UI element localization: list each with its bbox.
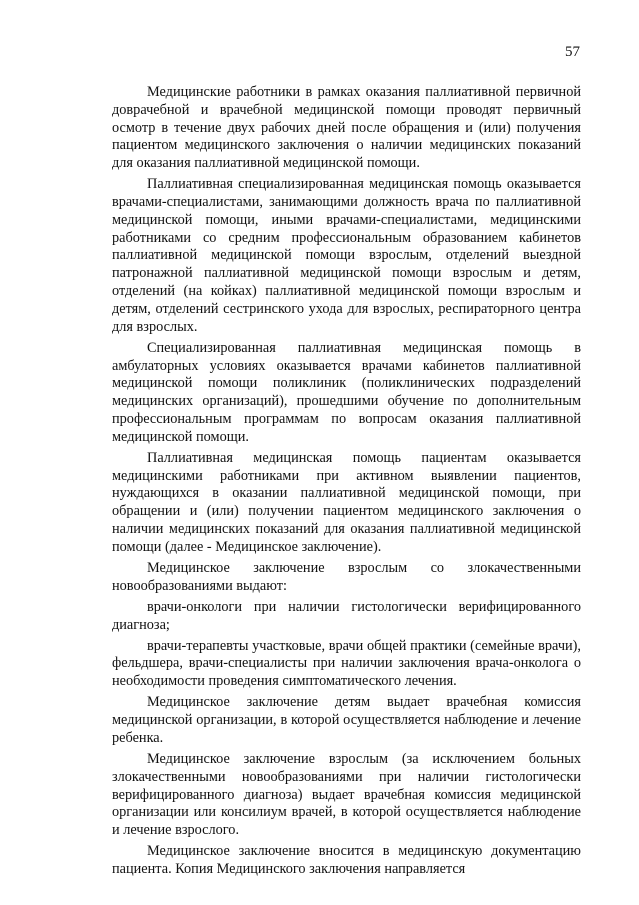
page-number: 57 xyxy=(565,44,580,60)
paragraph-adult-oncology-conclusion: Медицинское заключение взрослым со злокачественными новообразованиями выдают: xyxy=(112,559,581,594)
paragraph-outpatient-care: Специализированная паллиативная медицинская помощь в амбулаторных условиях оказывается врачами кабинетов паллиативной медицинской помощи поликлиник (поликлинических подразделений медицинских организаций), прошедшими обучение по дополнительным профессиональным программам по вопросам оказания паллиативной медицинской помощи. xyxy=(112,339,581,445)
paragraph-primary-exam: Медицинские работники в рамках оказания паллиативной первичной доврачебной и врачебной медицинской помощи проводят первичный осмотр в течение двух рабочих дней после обращения и (или) получения пациентом медицинского заключения о наличии медицинских показаний для оказания паллиативной медицинской помощи. xyxy=(112,84,581,172)
paragraph-adult-conclusion: Медицинское заключение взрослым (за исключением больных злокачественными новообразованиями при наличии гистологически верифицированного диагноза) выдает врачебная комиссия медицинской организации или консилиум врачей, в которой осуществляется наблюдение и лечение взрослого. xyxy=(112,751,581,839)
paragraph-children-conclusion: Медицинское заключение детям выдает врачебная комиссия медицинской организации, в которой осуществляется наблюдение и лечение ребенка. xyxy=(112,694,581,746)
paragraph-care-provision: Паллиативная медицинская помощь пациентам оказывается медицинскими работниками при активном выявлении пациентов, нуждающихся в оказании паллиативной медицинской помощи, при обращении и (или) получении пациентом медицинского заключения о наличии медицинских показаний для оказания паллиативной медицинской помощи (далее - Медицинское заключение). xyxy=(112,449,581,555)
paragraph-therapists: врачи-терапевты участковые, врачи общей практики (семейные врачи), фельдшера, врачи-специалисты при наличии заключения врача-онколога о необходимости проведения симптоматического лечения. xyxy=(112,637,581,690)
document-body xyxy=(112,84,581,879)
paragraph-oncologists: врачи-онкологи при наличии гистологически верифицированного диагноза; xyxy=(112,598,581,633)
paragraph-documentation: Медицинское заключение вносится в медицинскую документацию пациента. Копия Медицинского заключения направляется xyxy=(112,843,581,878)
paragraph-specialized-care: Паллиативная специализированная медицинская помощь оказывается врачами-специалистами, занимающими должность врача по паллиативной медицинской помощи, иными врачами-специалистами, медицинскими работниками со средним профессиональным образованием кабинетов паллиативной медицинской помощи взрослым, отделений выездной патронажной паллиативной медицинской помощи взрослым и детям, отделений (на койках) паллиативной медицинской помощи взрослым и детям, отделений сестринского ухода для взрослых, респираторного центра для взрослых. xyxy=(112,176,581,335)
